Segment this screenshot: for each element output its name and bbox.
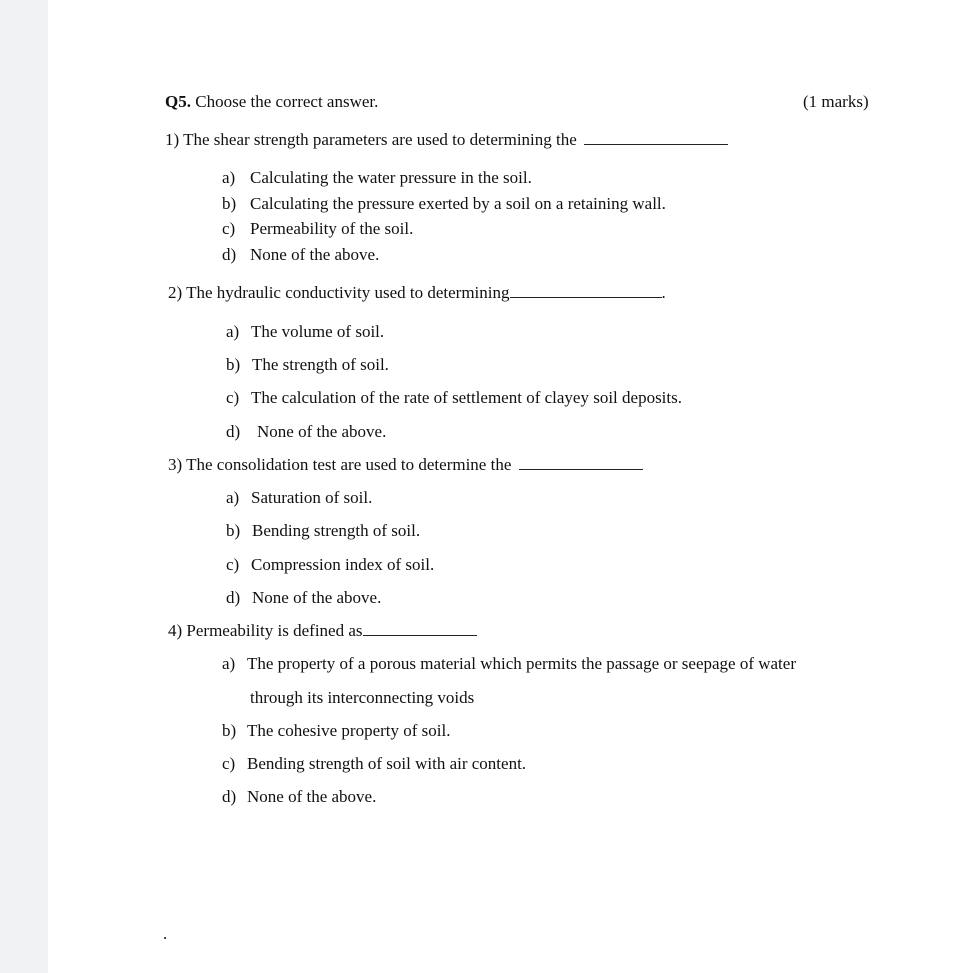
q1-option-d: [222, 245, 236, 265]
q1-option-b: [222, 194, 236, 214]
answer-blank: [519, 455, 643, 470]
option-letter: b): [226, 355, 241, 374]
answer-blank: [363, 621, 477, 636]
question-2-stem: [168, 283, 666, 303]
answer-blank: [510, 283, 662, 298]
q4-option-b-text: The cohesive property of soil.: [247, 721, 451, 740]
q1-option-a-text: Calculating the water pressure in the soil.: [250, 168, 532, 187]
option-letter: b): [222, 721, 237, 740]
question-2-text: 2) The hydraulic conductivity used to determining: [168, 283, 510, 302]
q3-option-c: [226, 555, 239, 575]
option-letter: a): [222, 168, 236, 187]
footer-dot: .: [163, 924, 168, 943]
marks-label: (1 marks): [803, 92, 869, 111]
q2-option-d-text: None of the above.: [257, 422, 387, 441]
question-3-text: 3) The consolidation test are used to determine the: [168, 455, 512, 474]
q1-option-a: [222, 168, 235, 188]
q4-option-a-text-continued: through its interconnecting voids: [250, 688, 475, 707]
q1-option-b-text: Calculating the pressure exerted by a soil on a retaining wall.: [250, 194, 666, 213]
option-letter: a): [226, 322, 240, 341]
option-letter: c): [222, 754, 236, 773]
q2-option-c: [226, 388, 239, 408]
q4-option-d-text: None of the above.: [247, 787, 377, 806]
question-3-stem: [168, 455, 643, 475]
q3-option-a-text: Saturation of soil.: [251, 488, 373, 507]
q2-option-d: [226, 422, 240, 442]
question-1-stem: [165, 130, 728, 150]
q4-option-a: [222, 654, 235, 674]
q1-option-c-text: Permeability of the soil.: [250, 219, 414, 238]
option-letter: d): [226, 422, 241, 441]
option-letter: d): [226, 588, 241, 607]
option-letter: c): [226, 555, 240, 574]
question-4-stem: [168, 621, 477, 641]
q3-option-d: [226, 588, 240, 608]
option-letter: a): [226, 488, 240, 507]
q2-option-b: [226, 355, 240, 375]
question-number: Q5.: [165, 92, 191, 111]
option-letter: a): [222, 654, 236, 673]
q2-option-b-text: The strength of soil.: [252, 355, 389, 374]
q2-option-c-text: The calculation of the rate of settlement of clayey soil deposits.: [251, 388, 682, 407]
q4-option-d: [222, 787, 236, 807]
option-letter: c): [226, 388, 240, 407]
q1-option-d-text: None of the above.: [250, 245, 380, 264]
option-letter: b): [222, 194, 237, 213]
q1-option-c: [222, 219, 235, 239]
option-letter: d): [222, 787, 237, 806]
question-1-text: 1) The shear strength parameters are used to determining the: [165, 130, 577, 149]
q2-option-a: [226, 322, 239, 342]
q4-option-c: [222, 754, 235, 774]
option-letter: b): [226, 521, 241, 540]
q4-option-c-text: Bending strength of soil with air content.: [247, 754, 527, 773]
answer-blank: [584, 130, 728, 145]
q4-option-a-text: The property of a porous material which permits the passage or seepage of water: [247, 654, 796, 673]
option-letter: d): [222, 245, 237, 264]
q3-option-a: [226, 488, 239, 508]
option-letter: c): [222, 219, 236, 238]
instruction-text: Choose the correct answer.: [195, 92, 379, 111]
question-4-text: 4) Permeability is defined as: [168, 621, 363, 640]
q2-option-a-text: The volume of soil.: [251, 322, 385, 341]
q4-option-b: [222, 721, 236, 741]
q3-option-d-text: None of the above.: [252, 588, 382, 607]
stem-period: .: [661, 283, 666, 302]
q3-option-c-text: Compression index of soil.: [251, 555, 435, 574]
q3-option-b-text: Bending strength of soil.: [252, 521, 421, 540]
question-header: [165, 92, 378, 112]
q3-option-b: [226, 521, 240, 541]
left-gutter: [0, 0, 48, 973]
